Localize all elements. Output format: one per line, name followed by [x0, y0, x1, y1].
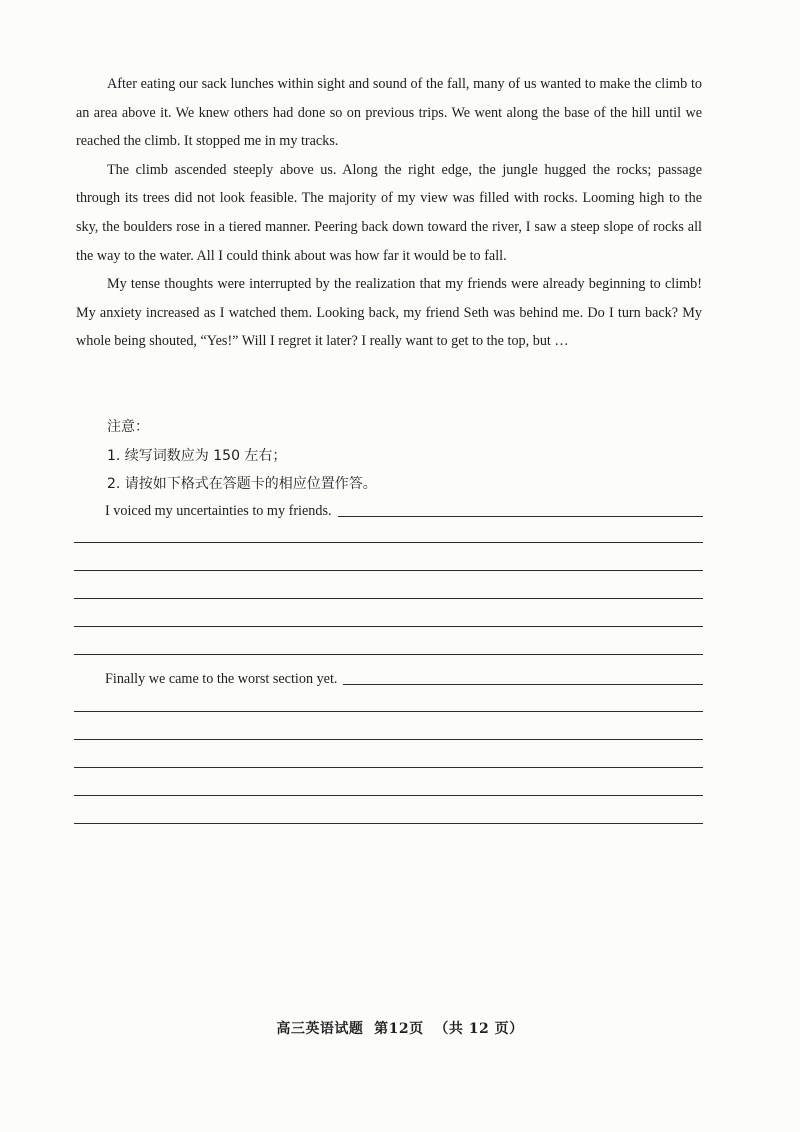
answer-line[interactable] [74, 598, 703, 599]
paragraph-2-prompt [105, 663, 703, 689]
paragraph-1-opening-sentence: I voiced my uncertainties to my friends. [105, 503, 332, 519]
story-paragraph-1: After eating our sack lunches within sight and sound of the fall, many of us wanted to make the climb to an area above it. We knew others had done so on previous trips. We went along the base of the hill until we reached the climb. It stopped me in my tracks. [76, 76, 702, 150]
answer-line[interactable] [74, 542, 703, 543]
answer-line[interactable] [74, 654, 703, 655]
instruction-word-count: 1. 续写词数应为 150 左右； [107, 447, 287, 464]
instructions [107, 413, 702, 499]
page-footer: 高三英语试题 第12页 （共 12 页） [276, 1021, 524, 1037]
answer-line[interactable] [74, 711, 703, 712]
answer-line[interactable] [74, 795, 703, 796]
story-paragraph-2: The climb ascended steeply above us. Along the right edge, the jungle hugged the rocks; passage through its trees did not look feasible. The majority of my view was filled with rocks. Looming high to the sky, the boulders rose in a tiered manner. Peering back down toward the river, I saw a steep slope of rocks all the way to the water. All I could think about was how far it would be to fall. [76, 161, 702, 264]
story-passage [76, 70, 702, 356]
answer-line[interactable] [74, 570, 703, 571]
instruction-format: 2. 请按如下格式在答题卡的相应位置作答。 [107, 476, 377, 492]
paragraph-1-prompt [105, 495, 703, 521]
paragraph-2-opening-sentence: Finally we came to the worst section yet. [105, 671, 338, 687]
answer-line[interactable] [343, 684, 703, 685]
answer-line[interactable] [74, 767, 703, 768]
answer-line[interactable] [74, 626, 703, 627]
answer-line[interactable] [74, 739, 703, 740]
story-paragraph-3: My tense thoughts were interrupted by the realization that my friends were already beginning to climb! My anxiety increased as I watched them. Looking back, my friend Seth was behind me. Do I turn back? My whole being shouted, “Yes!” Will I regret it later? I really want to get to the top, but … [76, 276, 702, 350]
answer-line[interactable] [74, 823, 703, 824]
answer-line[interactable] [338, 516, 703, 517]
instructions-heading: 注意： [107, 419, 149, 435]
